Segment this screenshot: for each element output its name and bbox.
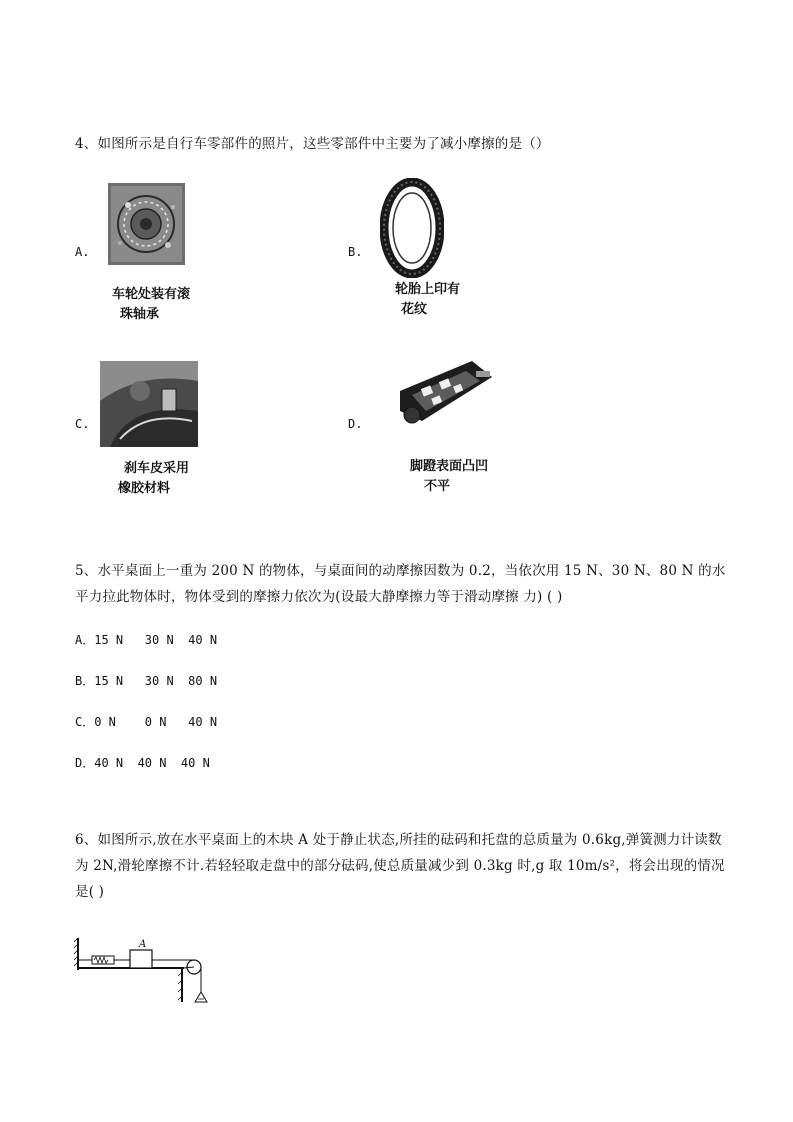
q5-stem [75,558,726,610]
tire-photo [380,178,444,278]
q5-choice-b: B．15 N 30 N 80 N [75,674,218,688]
q4-option-c-caption [118,459,189,499]
q6-stem-line-2: 为 2N,滑轮摩擦不计.若轻轻取走盘中的部分砝码,使总质量减少到 0.3kg 时,g 取 10m/s²，将会出现的情况 [75,858,725,874]
pulley-diagram [74,936,214,1006]
caption-line: 不平 [424,479,451,494]
q4-option-a-caption [112,285,190,325]
q6-stem [75,827,725,905]
block-a [130,950,152,968]
pedal-photo [392,355,496,437]
block-a-label: A [139,939,147,950]
caption-line: 珠轴承 [120,307,160,322]
ball-bearing-photo [108,183,185,265]
q4-stem: 4、如图所示是自行车零部件的照片，这些零部件中主要为了减小摩擦的是（） [75,136,550,152]
caption-line: 橡胶材料 [118,481,171,496]
caption-line: 脚蹬表面凸凹 [410,459,489,474]
q4-option-d-caption [410,457,488,497]
q4-option-b-letter: B. [348,245,363,259]
q5-choice-a: A．15 N 30 N 40 N [75,633,218,647]
q5-stem-line-2: 平力拉此物体时，物体受到的摩擦力依次为(设最大静摩擦力等于滑动摩擦 力) ( ) [75,589,563,605]
q4-option-b-caption [395,280,460,320]
q6-stem-line-3: 是( ) [75,884,105,900]
caption-line: 花纹 [401,302,428,317]
caption-line: 刹车皮采用 [124,461,190,476]
weight-tray [195,992,207,1002]
q5-choice-c: C．0 N 0 N 40 N [75,715,218,729]
caption-line: 轮胎上印有 [395,282,461,297]
q6-stem-line-1: 6、如图所示,放在水平桌面上的木块 A 处于静止状态,所挂的砝码和托盘的总质量为 0.6kg,弹簧测力计读数 [75,832,722,848]
caption-line: 车轮处装有滚 [112,287,191,302]
q5-choice-d: D．40 N 40 N 40 N [75,756,210,770]
brake-pad-photo [100,361,198,447]
q5-stem-line-1: 5、水平桌面上一重为 200 N 的物体，与桌面间的动摩擦因数为 0.2，当依次用 15 N、30 N、80 N 的水 [75,563,726,579]
q4-option-a-letter: A. [75,245,90,259]
q4-option-c-letter: C. [75,417,90,431]
q4-option-d-letter: D. [348,417,363,431]
